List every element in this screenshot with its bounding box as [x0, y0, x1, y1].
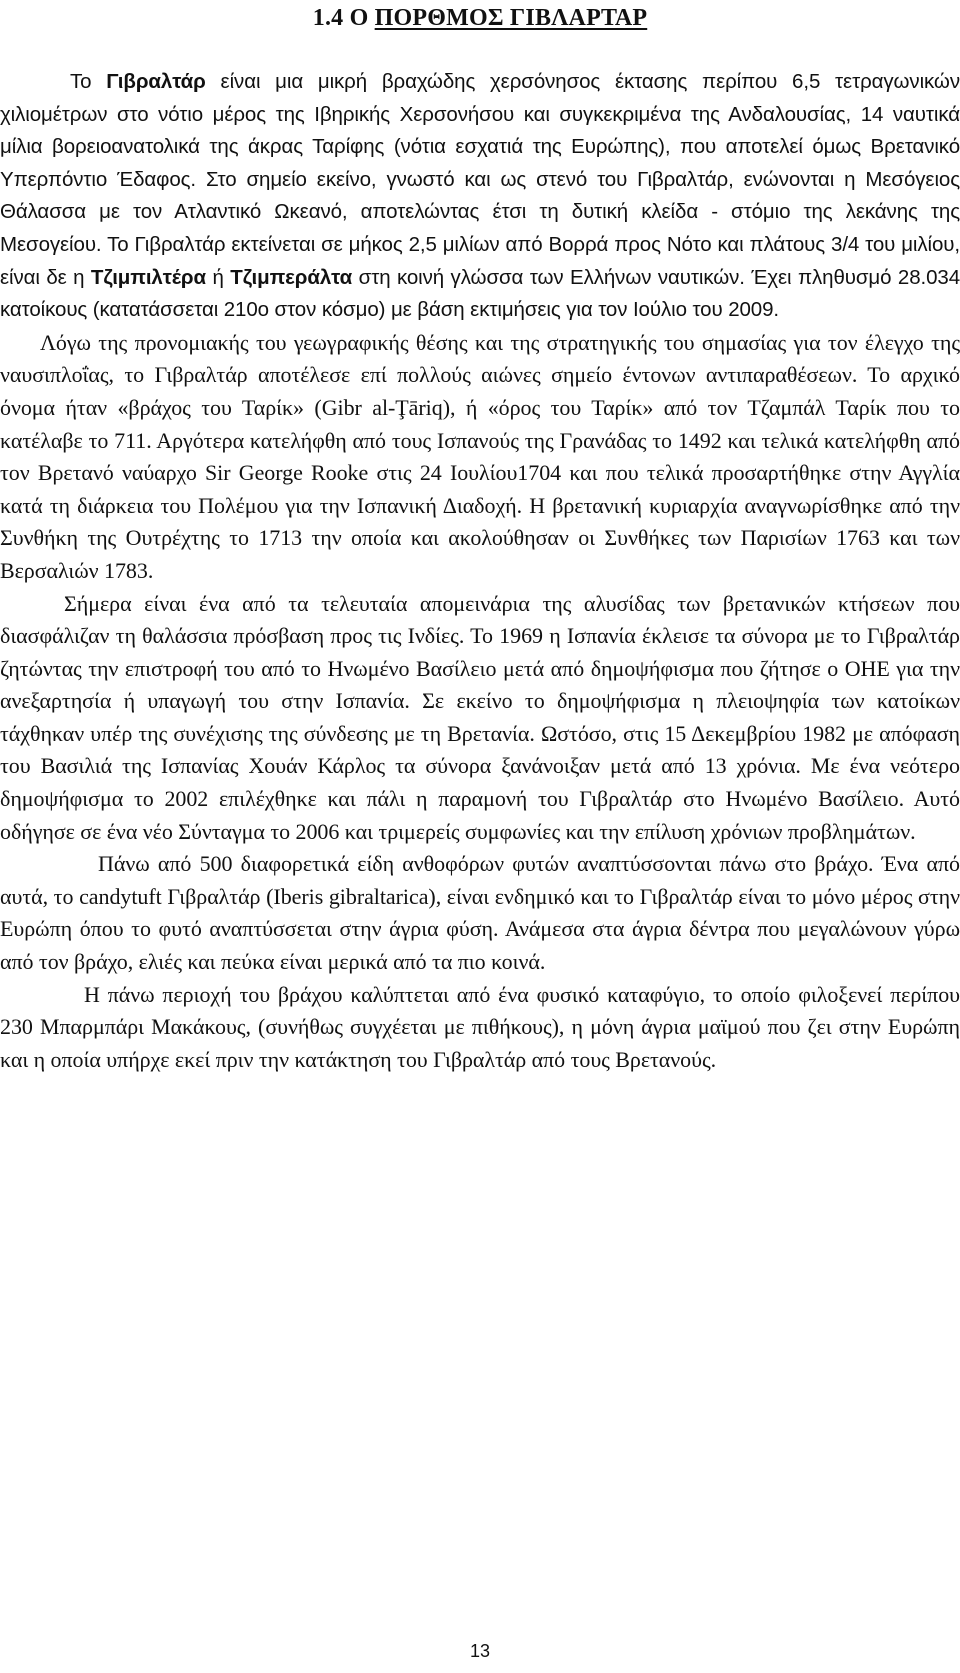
- body-text: [0, 66, 960, 1076]
- p1-bold-term: Τζιμπεράλτα: [230, 265, 353, 289]
- section-number: 1.4 Ο: [312, 5, 369, 31]
- p1-text: ή: [206, 265, 231, 289]
- paragraph-5: Η πάνω περιοχή του βράχου καλύπτεται από ένα φυσικό καταφύγιο, το οποίο φιλοξενεί περίπου 230 Μπαρμπάρι Μακάκους, (συνήθως συγχέεται με πιθήκους), η μόνη άγρια μαϊμού που ζει στην Ευρώπη και η οποία υπήρχε εκεί πριν την κατάκτηση του Γιβραλτάρ από τους Βρετανούς.: [0, 981, 960, 1072]
- p1-text: Το: [70, 70, 107, 93]
- p1-text: είναι μια μικρή βραχώδης χερσόνησος έκτασης περίπου 6,5 τετραγωνικών χιλιομέτρων στο νότιο μέρος της Ιβηρικής Χερσονήσου και συγκεκριμένα της Ανδαλουσίας, 14 ναυτικά μίλια βορειοανατολικά της άκρας Ταρίφης (νότια εσχατιά της Ευρώπης), που αποτελεί όμως Βρετανικό Υπερπόντιο Έδαφος. Στο σημείο εκείνο, γνωστό και ως στενό του Γιβραλτάρ, ενώνονται η Μεσόγειος Θάλασσα με τον Ατλαντικό Ωκεανό, αποτελώντας έτσι τη δυτική κλείδα - στόμιο της λεκάνης της Μεσογείου. Το Γιβραλτάρ εκτείνεται σε μήκος 2,5 μιλίων από Βορρά προς Νότο και πλάτους 3/4 του μιλίου, είναι δε η: [0, 70, 960, 289]
- p1-text: στη κοινή γλώσσα των Ελλήνων ναυτικών. Έχει πληθυσμό 28.034 κατοίκους (κατατάσσεται 210ο στον κόσμο) με βάση εκτιμήσεις για τον Ιούλιο του 2009.: [0, 265, 960, 322]
- section-title-text: ΠΟΡΘΜΟΣ ΓΙΒΛΑΡΤΑΡ: [374, 5, 648, 31]
- p1-bold-term: Τζιμπιλτέρα: [90, 265, 207, 289]
- p1-bold-term: Γιβραλτάρ: [106, 70, 206, 93]
- paragraph-1: [0, 66, 960, 327]
- paragraph-4: Πάνω από 500 διαφορετικά είδη ανθοφόρων φυτών αναπτύσσονται πάνω στο βράχο. Ένα από αυτά, το candytuft Γιβραλτάρ (Iberis gibraltarica), είναι ενδημικό και το Γιβραλτάρ είναι το μόνο μέρος στην Ευρώπη όπου το φυτό αναπτύσσεται στην άγρια φύση. Ανάμεσα στα άγρια δέντρα που μεγαλώνουν γύρω από τον βράχο, ελιές και πεύκα είναι μερικά από τα πιο κοινά.: [0, 851, 960, 975]
- page-number: 13: [469, 1641, 491, 1661]
- section-title: [0, 4, 960, 32]
- paragraph-2: Λόγω της προνομιακής του γεωγραφικής θέσης και της στρατηγικής του σημασίας για τον έλεγχο της ναυσιπλοΐας, το Γιβραλτάρ αποτέλεσε επί πολλούς αιώνες σημείο έντονων αντιπαραθέσεων. Το αρχικό όνομα ήταν «βράχος του Ταρίκ» (Gibr al-Ţāriq), ή «όρος του Ταρίκ» από τον Τζαμπάλ Ταρίκ που το κατέλαβε το 711. Αργότερα κατελήφθη από τους Ισπανούς της Γρανάδας το 1492 και τελικά κατελήφθη από τον Βρετανό ναύαρχο Sir George Rooke στις 24 Ιουλίου1704 και που τελικά προσαρτήθηκε στην Αγγλία κατά τη διάρκεια του Πολέμου για την Ισπανική Διαδοχή. Η βρετανική κυριαρχία αναγνωρίσθηκε από την Συνθήκη της Ουτρέχτης το 1713 την οποία και ακολούθησαν οι Συνθήκες των Παρισίων 1763 και των Βερσαλιών 1783.: [0, 329, 960, 583]
- paragraph-3: Σήμερα είναι ένα από τα τελευταία απομεινάρια της αλυσίδας των βρετανικών κτήσεων που διασφάλιζαν τη θαλάσσια πρόσβαση προς τις Ινδίες. Το 1969 η Ισπανία έκλεισε τα σύνορα με το Γιβραλτάρ ζητώντας την επιστροφή του από το Ηνωμένο Βασίλειο μετά από δημοψήφισμα που ζήτησε ο ΟΗΕ για την ανεξαρτησία ή υπαγωγή του στην Ισπανία. Σε εκείνο το δημοψήφισμα η πλειοψηφία των κατοίκων τάχθηκαν υπέρ της συνέχισης της σύνδεσης με τη Βρετανία. Ωστόσο, στις 15 Δεκεμβρίου 1982 με απόφαση του Βασιλιά της Ισπανίας Χουάν Κάρλος τα σύνορα ξανάνοιξαν μετά από 13 χρόνια. Με ένα νεότερο δημοψήφισμα το 2002 επιλέχθηκε και πάλι η παραμονή του Γιβραλτάρ στο Ηνωμένο Βασίλειο. Αυτό οδήγησε σε ένα νέο Σύνταγμα το 2006 και τριμερείς συμφωνίες και την επίλυση χρόνιων προβλημάτων.: [0, 590, 960, 844]
